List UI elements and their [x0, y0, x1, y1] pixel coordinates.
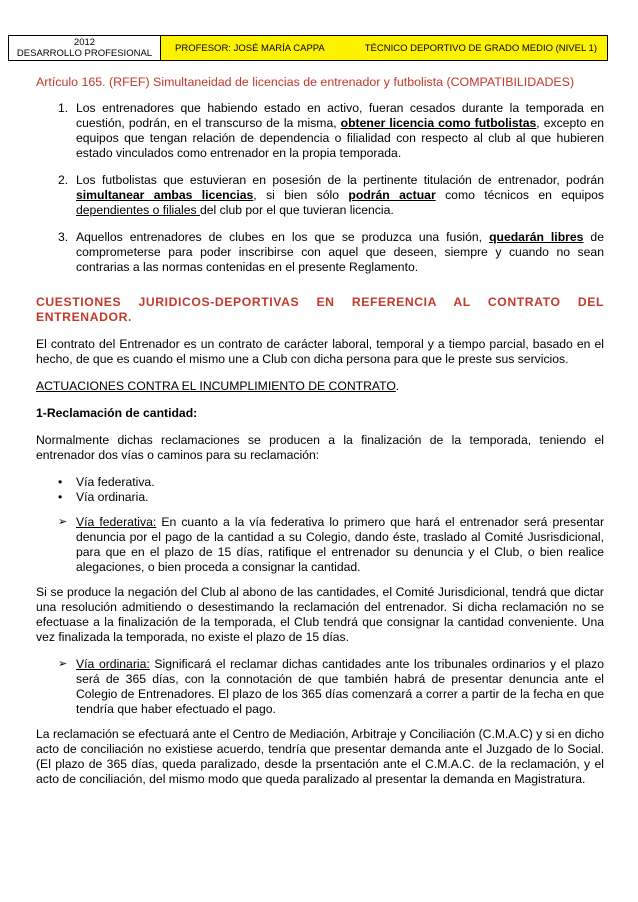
paragraph-negation: Si se produce la negación del Club al abono de las cantidades, el Comité Jurisdicional, tendrá que dictar una resolución admitiendo o desestimando la reclamación del entrenador. Si dicha reclamación no se efectuase a la finalización de la temporada, el Club tendrá que consignar la cantidad conveniente. Una vez finalizada la temporada, no existe el plazo de 15 días. [36, 585, 604, 644]
arrow-icon: ➢ [58, 516, 68, 528]
claim-title: 1-Reclamación de cantidad: [36, 406, 198, 420]
item-text: Vía ordinaria: Significará el reclamar dichas cantidades ante los tribunales ordinarios y el plazo será de 365 días, con la connotación de que también habrá de presentar denuncia ante el Colegio de Entrenadores. El plazo de los 365 días comenzará a correr a partir de la fecha en que tendría que haber efectuado el pago. [76, 657, 604, 716]
list-item: • Vía federativa. [58, 475, 155, 489]
header-left-cell [9, 36, 161, 60]
header-professor: PROFESOR: JOSÉ MARÍA CAPPA [175, 42, 325, 54]
page-header [8, 35, 608, 61]
arrow-icon: ➢ [58, 658, 68, 670]
bullet-icon: • [58, 490, 63, 504]
item-text: Aquellos entrenadores de clubes en los que se produzca una fusión, quedarán libres de comprometerse para poder inscribirse con aquel que deseen, siempre y cuando no sean contrarias a las normas contenidas en el presente Reglamento. [76, 230, 604, 274]
underlined-text: dependientes o filiales [76, 203, 200, 217]
header-course: TÉCNICO DEPORTIVO DE GRADO MEDIO (NIVEL 1) [364, 42, 597, 54]
item-number: 3. [58, 230, 69, 244]
emphasis: obtener licencia como futbolistas [340, 116, 537, 130]
list-item: • Vía ordinaria. [58, 490, 149, 504]
paragraph-final: La reclamación se efectuará ante el Centro de Mediación, Arbitraje y Conciliación (C.M.A.C) y si en dicho acto de conciliación no existiese acuerdo, tendría que presentar demanda ante el Juzgado de lo Social. (El plazo de 365 días, queda paralizado, desde la prsentación ante el C.M.A.C. de la reclamación, y el acto de conciliación, del mismo modo que queda paralizado al presentar la demanda en Magistratura. [36, 727, 604, 786]
list-item-ordinaria [58, 657, 604, 717]
item-number: 2. [58, 173, 69, 187]
item-text: Vía federativa: En cuanto a la vía federativa lo primero que hará el entrenador será presentar denuncia por el pago de la cantidad a su Colegio, dando éste, traslado al Comité Jusrisdicional, para que en el plazo de 15 días, ratifique el entrenador su denuncia y el Club, o bien realice alegaciones, o bien proceda a consignar la cantidad. [76, 515, 604, 574]
section-title: CUESTIONES JURIDICOS-DEPORTIVAS EN REFERENCIA AL CONTRATO DEL ENTRENADOR. [36, 295, 604, 324]
item-number: 1. [58, 101, 69, 115]
header-department: DESARROLLO PROFESIONAL [16, 48, 153, 59]
item-text: Los entrenadores que habiendo estado en activo, fueran cesados durante la temporada en cuestión, podrán, en el transcurso de la misma, obtener licencia como futbolistas, excepto en equipos que tengan relación de dependencia o filialidad con respecto al club al que hubieren estado vinculados como entrenador en la propia temporada. [76, 101, 604, 160]
emphasis: quedarán libres [489, 230, 584, 244]
emphasis: podrán actuar [348, 188, 436, 202]
document-body [36, 75, 604, 787]
actions-title: ACTUACIONES CONTRA EL INCUMPLIMIENTO DE CONTRATO. [36, 379, 400, 393]
article-items [58, 101, 604, 275]
claim-intro: Normalmente dichas reclamaciones se producen a la finalización de la temporada, teniendo el entrenador dos vías o caminos para su reclamación: [36, 433, 604, 462]
list-item-federativa [58, 515, 604, 575]
bullet-icon: • [58, 475, 63, 489]
header-right-cell [161, 36, 607, 60]
emphasis: simultanear ambas licencias [76, 188, 254, 202]
bullet-list [58, 475, 604, 505]
list-item [58, 230, 604, 275]
paragraph-intro: El contrato del Entrenador es un contrato de carácter laboral, temporal y a tiempo parcial, basado en el hecho, de que es cuando el mismo une a Club con dicha persona para que le preste sus servicios. [36, 337, 604, 366]
item-text: Los futbolistas que estuvieran en posesión de la pertinente titulación de entrenador, podrán simultanear ambas licencias, si bien sólo podrán actuar como técnicos en equipos dependientes o filiales del club por el que tuvieran licencia. [76, 173, 604, 217]
header-year: 2012 [73, 37, 96, 48]
list-item [58, 101, 604, 161]
article-heading: Artículo 165. (RFEF) Simultaneidad de licencias de entrenador y futbolista (COMPATIBILIDADES) [36, 75, 575, 89]
list-item [58, 173, 604, 218]
